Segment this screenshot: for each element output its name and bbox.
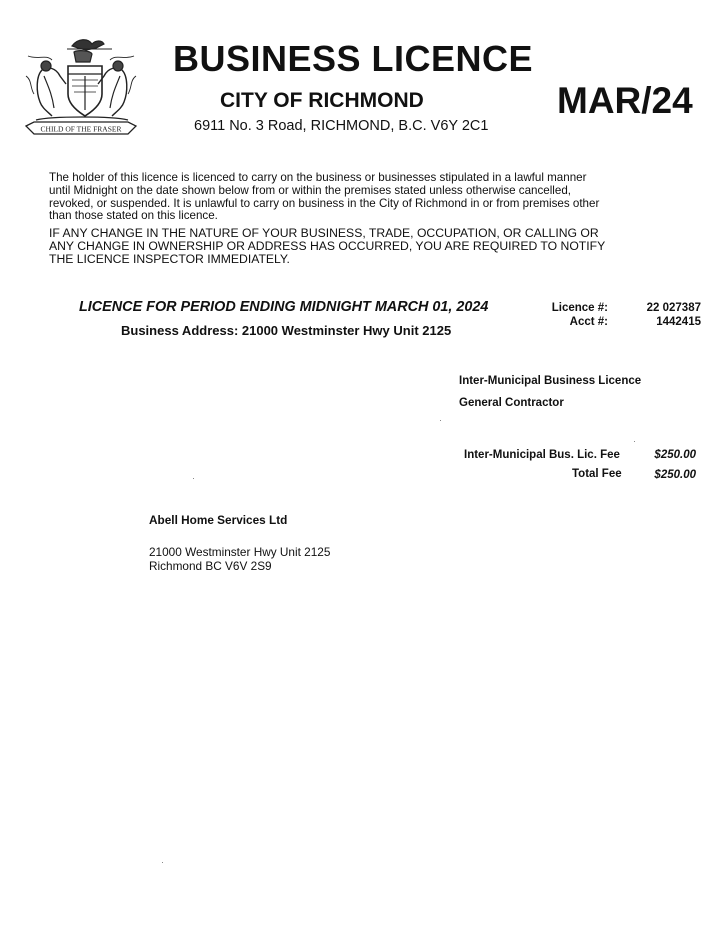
notice-paragraph: The holder of this licence is licenced to carry on the business or businesses stipulated in a lawful manner until Midnight on the date shown below from or within the premises stated unless otherwise cancelled, revoked, or suspended. It is unlawful to carry on business in the City of Richmond in or from premises other than those stated on this licence. xyxy=(49,171,600,223)
mailing-name: Abell Home Services Ltd xyxy=(149,513,288,527)
licence-notice xyxy=(49,172,609,266)
fee-label: Inter-Municipal Bus. Lic. Fee xyxy=(464,449,620,461)
licence-number-value: 22 027387 xyxy=(646,302,701,314)
period-code: MAR/24 xyxy=(557,80,693,121)
mailing-address-line2: Richmond BC V6V 2S9 xyxy=(149,559,272,573)
business-address: Business Address: 21000 Westminster Hwy Unit 2125 xyxy=(121,323,452,338)
seal-motto-text: CHILD OF THE FRASER xyxy=(40,124,122,134)
licence-number-label: Licence #: xyxy=(551,302,608,314)
mailing-address xyxy=(149,545,330,573)
fee-value: $250.00 xyxy=(654,449,696,461)
total-fee-value: $250.00 xyxy=(654,469,696,481)
licence-type: Inter-Municipal Business Licence xyxy=(459,375,642,387)
account-number-value: 1442415 xyxy=(656,316,701,328)
total-fee-label: Total Fee xyxy=(572,468,622,480)
city-name: CITY OF RICHMOND xyxy=(220,89,424,112)
city-crest-icon xyxy=(22,36,140,140)
city-address: 6911 No. 3 Road, RICHMOND, B.C. V6Y 2C1 xyxy=(194,118,489,134)
account-number-label: Acct #: xyxy=(569,316,608,328)
notice-warning: IF ANY CHANGE IN THE NATURE OF YOUR BUSINESS, TRADE, OCCUPATION, OR CALLING OR ANY CHANGE IN OWNERSHIP OR ADDRESS HAS OCCURRED, YOU ARE REQUIRED TO NOTIFY THE LICENCE INSPECTOR IMMEDIATELY. xyxy=(49,226,605,267)
licence-period: LICENCE FOR PERIOD ENDING MIDNIGHT MARCH 01, 2024 xyxy=(79,299,489,315)
mailing-address-line1: 21000 Westminster Hwy Unit 2125 xyxy=(149,545,331,559)
page-title: BUSINESS LICENCE xyxy=(173,38,534,79)
business-category: General Contractor xyxy=(459,397,564,409)
